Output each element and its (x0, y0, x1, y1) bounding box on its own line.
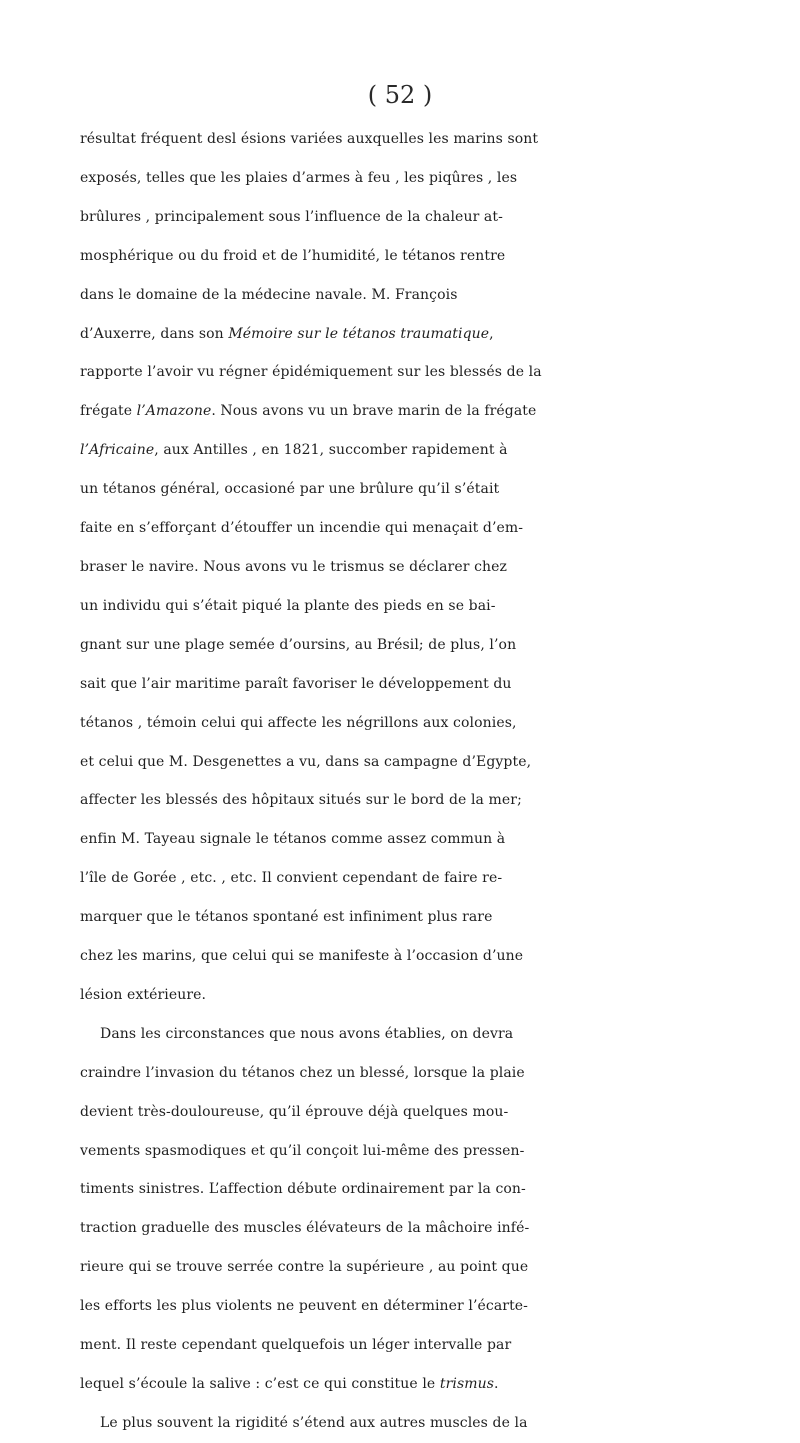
text-line: l’île de Gorée , etc. , etc. Il convient cependant de faire re- (80, 870, 503, 887)
text-line: tétanos , témoin celui qui affecte les négrillons aux colonies, (80, 714, 517, 731)
text-line: braser le navire. Nous avons vu le trismus se déclarer chez (80, 558, 507, 575)
text-line (80, 431, 800, 470)
text-line: enfin M. Tayeau signale le tétanos comme assez commun à (80, 831, 506, 848)
text-line: traction graduelle des muscles élévateurs de la mâchoire infé- (80, 1220, 530, 1237)
text-line: un individu qui s’était piqué la plante des pieds en se bai- (80, 597, 496, 614)
text-segment: . (494, 1376, 499, 1392)
text-line: brûlures , principalement sous l’influence de la chaleur at- (80, 208, 503, 225)
text-line: devient très-douloureuse, qu’il éprouve déjà quelques mou- (80, 1103, 509, 1120)
text-line: Le plus souvent la rigidité s’étend aux autres muscles de la (100, 1414, 528, 1431)
text-segment: . Nous avons vu un brave marin de la frégate (211, 403, 537, 420)
text-line: marquer que le tétanos spontané est infiniment plus rare (80, 909, 493, 926)
text-line: exposés, telles que les plaies d’armes à feu , les piqûres , les (80, 169, 518, 186)
text-line: craindre l’invasion du tétanos chez un blessé, lorsque la plaie (80, 1064, 525, 1081)
text-line: et celui que M. Desgenettes a vu, dans sa campagne d’Egypte, (80, 753, 532, 770)
text-line: gnant sur une plage semée d’oursins, au Brésil; de plus, l’on (80, 636, 517, 653)
text-line (80, 315, 800, 354)
text-line: sait que l’air maritime paraît favoriser le développement du (80, 675, 512, 692)
text-line: rieure qui se trouve serrée contre la supérieure , au point que (80, 1259, 529, 1276)
text-line: lésion extérieure. (80, 986, 207, 1003)
text-line: les efforts les plus violents ne peuvent en déterminer l’écarte- (80, 1298, 529, 1315)
text-line: Dans les circonstances que nous avons établies, on devra (100, 1025, 514, 1042)
italic-ship-name: l’Amazone (136, 403, 212, 420)
text-segment: lequel s’écoule la salive : c’est ce qui constitue le (80, 1376, 436, 1392)
text-line: timents sinistres. L’affection débute ordinairement par la con- (80, 1181, 526, 1198)
text-line: faite en s’efforçant d’étouffer un incendie qui menaçait d’em- (80, 520, 524, 537)
text-line: mosphérique ou du froid et de l’humidité, le tétanos rentre (80, 247, 506, 264)
text-line (80, 1365, 800, 1404)
italic-ship-name: l’Africaine (80, 442, 155, 459)
text-line: affecter les blessés des hôpitaux situés sur le bord de la mer; (80, 792, 522, 809)
text-segment: , (489, 325, 494, 342)
italic-term: trismus (439, 1376, 495, 1392)
text-segment: , aux Antilles , en 1821, succomber rapidement à (154, 442, 508, 459)
italic-title: Mémoire sur le tétanos traumatique (228, 325, 490, 342)
text-line: vements spasmodiques et qu’il conçoit lui-même des pressen- (80, 1142, 525, 1159)
text-segment: d’Auxerre, dans son (80, 325, 224, 342)
text-line: ment. Il reste cependant quelquefois un léger intervalle par (80, 1337, 512, 1354)
text-line: chez les marins, que celui qui se manifeste à l’occasion d’une (80, 948, 524, 965)
text-line: résultat fréquent desl ésions variées auxquelles les marins sont (80, 131, 539, 147)
page-number: ( 52 ) (367, 81, 433, 109)
text-line: un tétanos général, occasioné par une brûlure qu’il s’était (80, 481, 500, 498)
text-line (80, 392, 800, 431)
body-text (80, 120, 800, 1443)
text-line: dans le domaine de la médecine navale. M. François (80, 286, 458, 303)
text-line: rapporte l’avoir vu régner épidémiquement sur les blessés de la (80, 364, 542, 381)
text-segment: frégate (80, 403, 133, 420)
